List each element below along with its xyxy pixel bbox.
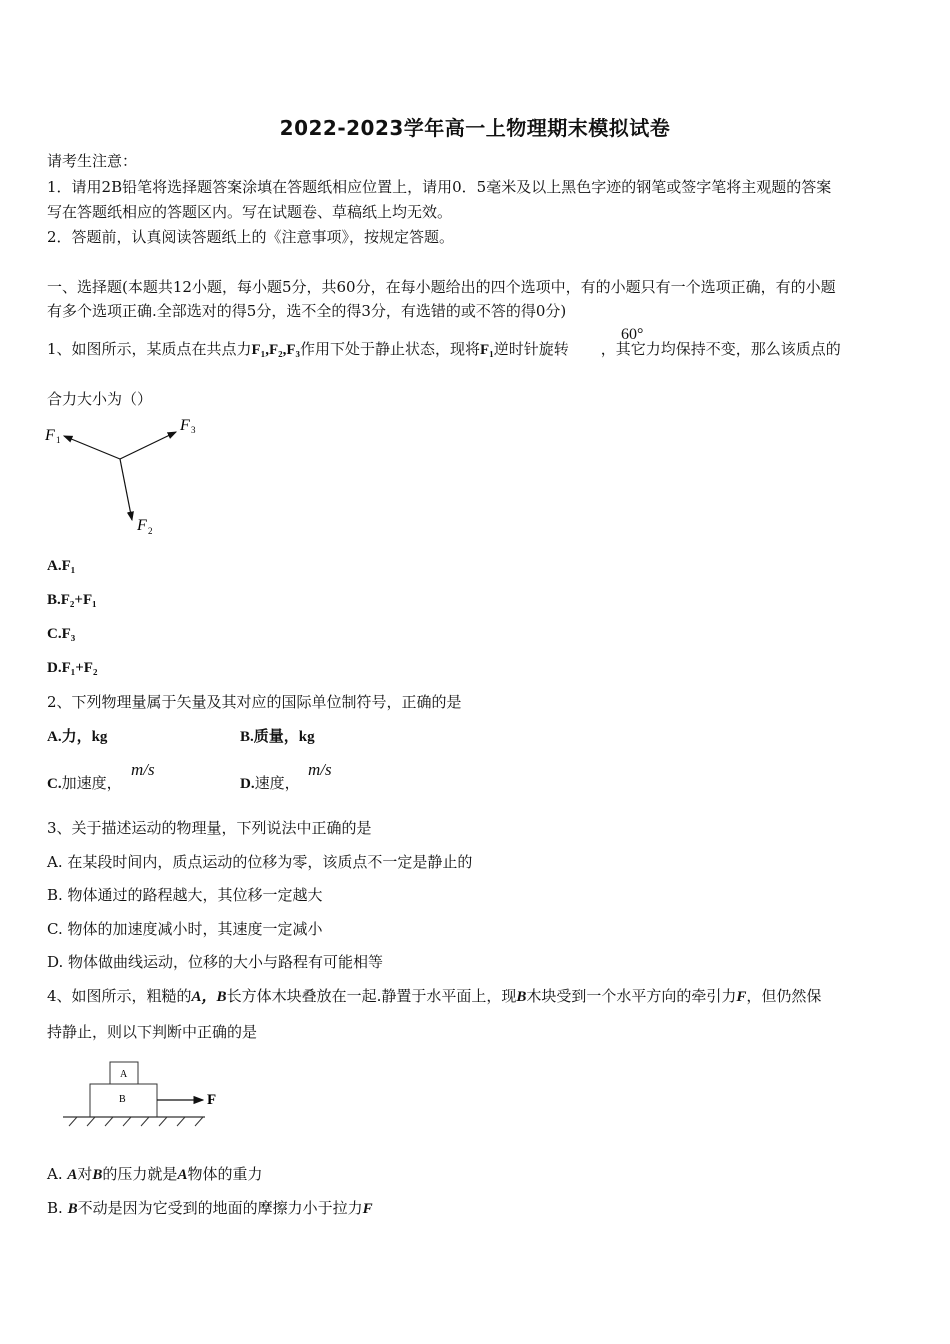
pull-force-label: F [207,1092,217,1108]
question-3-stem: 3、关于描述运动的物理量，下列说法中正确的是 [47,819,372,837]
q3-option-c: C. 物体的加速度减小时，其速度一定减小 [47,920,323,938]
q3-option-b: B. 物体通过的路程越大，其位移一定越大 [47,886,323,904]
question-4-stem: 4、如图所示，粗糙的A，B长方体木块叠放在一起.静置于水平面上，现B木块受到一个水平方向的牵引力F，但仍然保 [47,987,822,1005]
q1-option-c: C.F₃ [47,626,76,642]
force-diagram [40,412,210,542]
section-heading-line-2: 有多个选项正确.全部选对的得5分，选不全的得3分，有选错的或不答的得0分) [47,302,567,320]
q1-mid: 作用下处于静止状态，现将 [300,340,481,358]
q1-tail: 逆时针旋转 [493,340,569,358]
q1-f1: F₁ [480,342,494,358]
notice-item-1-line-2: 写在答题纸相应的答题区内。写在试题卷、草稿纸上均无效。 [47,203,453,221]
section-heading-line-1: 一、选择题(本题共12小题，每小题5分，共60分，在每小题给出的四个选项中，有的小题只有一个选项正确，有的小题 [47,278,836,296]
q4-option-b: B. B不动是因为它受到的地面的摩擦力小于拉力F [47,1199,373,1217]
force-f1-arrow [64,436,120,459]
question-1-line-2: 合力大小为（） [47,390,153,408]
force-f1-subscript: 1 [56,435,61,445]
q3-option-d: D. 物体做曲线运动，位移的大小与路程有可能相等 [47,953,384,971]
q1-option-a: A.F₁ [47,558,76,574]
question-4-line-2: 持静止，则以下判断中正确的是 [47,1023,258,1041]
force-f3-arrow [120,432,176,459]
q4-option-a: A. A对B的压力就是A物体的重力 [47,1165,263,1183]
q1-end: ，其它力均保持不变，那么该质点的 [600,340,841,358]
notice-item-2: 2．答题前，认真阅读答题纸上的《注意事项》，按规定答题。 [47,228,455,246]
question-1-stem [47,338,907,361]
force-f2-subscript: 2 [148,526,153,536]
block-b-label: B [119,1094,126,1105]
notice-heading: 请考生注意： [47,152,138,170]
q2-option-c: C.加速度， [47,774,122,792]
blocks-diagram [55,1052,235,1132]
q1-lead: 1、如图所示，某质点在共点力 [47,340,252,358]
ground-hatching [69,1117,203,1126]
q3-option-a: A. 在某段时间内，质点运动的位移为零，该质点不一定是静止的 [47,853,473,871]
q2-option-c-unit: m/s [131,760,155,779]
q1-option-d: D.F₁+F₂ [47,660,98,676]
force-f2-arrow [120,459,132,520]
q2-option-a: A.力，kg [47,729,108,745]
block-a-label: A [120,1069,128,1080]
page-title: 2022-2023学年高一上物理期末模拟试卷 [279,116,671,140]
force-f3-subscript: 3 [191,425,196,435]
q2-option-d-unit: m/s [308,760,332,779]
q1-forces: F₁,F₂,F₃ [251,342,301,358]
q1-angle: 60° [621,326,644,343]
q1-option-b: B.F₂+F₁ [47,592,97,608]
force-f3-label: F [180,417,190,434]
force-f1-label: F [45,427,55,444]
q2-option-b: B.质量，kg [240,729,315,745]
force-f2-label: F [137,517,147,534]
notice-item-1-line-1: 1．请用2B铅笔将选择题答案涂填在答题纸相应位置上，请用0．5毫米及以上黑色字迹的钢笔或签字笔将主观题的答案 [47,178,832,196]
question-2-stem: 2、下列物理量属于矢量及其对应的国际单位制符号，正确的是 [47,693,462,711]
q2-option-d: D.速度， [240,774,300,792]
